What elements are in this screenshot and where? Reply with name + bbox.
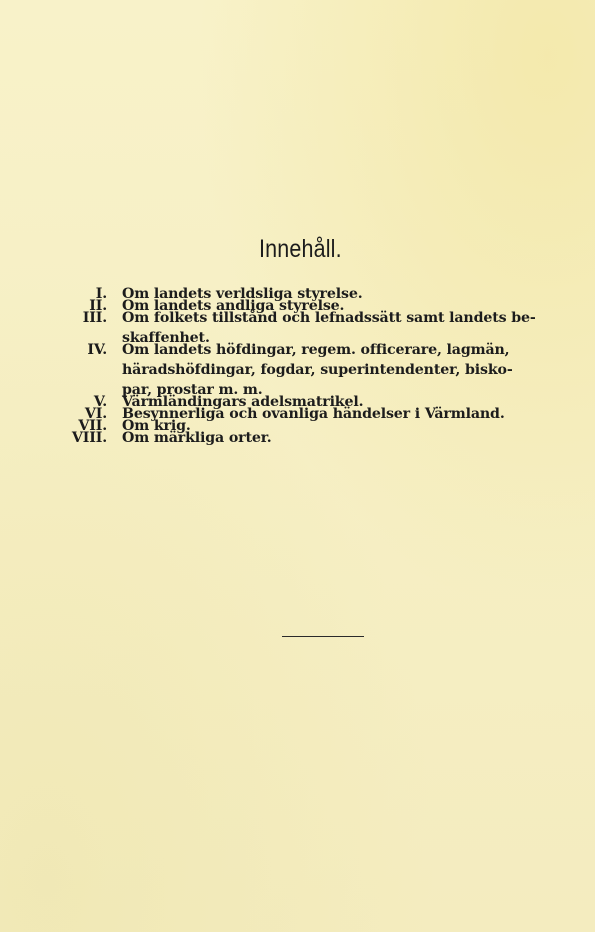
chapter-title-line: par, prostar m. m.	[122, 382, 263, 398]
chapter-title-line: Om landets höfdingar, regem. officerare, lagmän,	[122, 342, 510, 358]
contents-heading: Innehåll.	[258, 234, 342, 263]
chapter-title-line: häradshöfdingar, fogdar, superintendenter, bisko-	[122, 362, 513, 378]
chapter-numeral: VIII.	[71, 430, 107, 446]
chapter-title-line: Om krig.	[122, 418, 191, 434]
chapter-title-line: Om landets verldsliga styrelse.	[122, 286, 363, 302]
chapter-numeral: III.	[82, 310, 107, 326]
chapter-numeral: IV.	[87, 342, 107, 358]
chapter-numeral: I.	[95, 286, 107, 302]
chapter-title-line: Värmländingars adelsmatrikel.	[122, 394, 364, 410]
chapter-title-line: skaffenhet.	[122, 330, 210, 346]
chapter-title-line: Om folkets tillstånd och lefnadssätt samt landets be-	[122, 310, 536, 326]
closing-rule	[282, 636, 364, 637]
chapter-title-line: Om märkliga orter.	[122, 430, 272, 446]
chapter-title	[122, 340, 570, 400]
chapter-numeral: VII.	[78, 418, 107, 434]
chapter-title-line: Besynnerliga och ovanliga händelser i Värmland.	[122, 406, 505, 422]
chapter-numeral: V.	[93, 394, 107, 410]
chapter-title-line: Om landets andliga styrelse.	[122, 298, 345, 314]
chapter-title	[122, 428, 570, 448]
chapter-numeral: VI.	[84, 406, 107, 422]
chapter-numeral: II.	[89, 298, 107, 314]
